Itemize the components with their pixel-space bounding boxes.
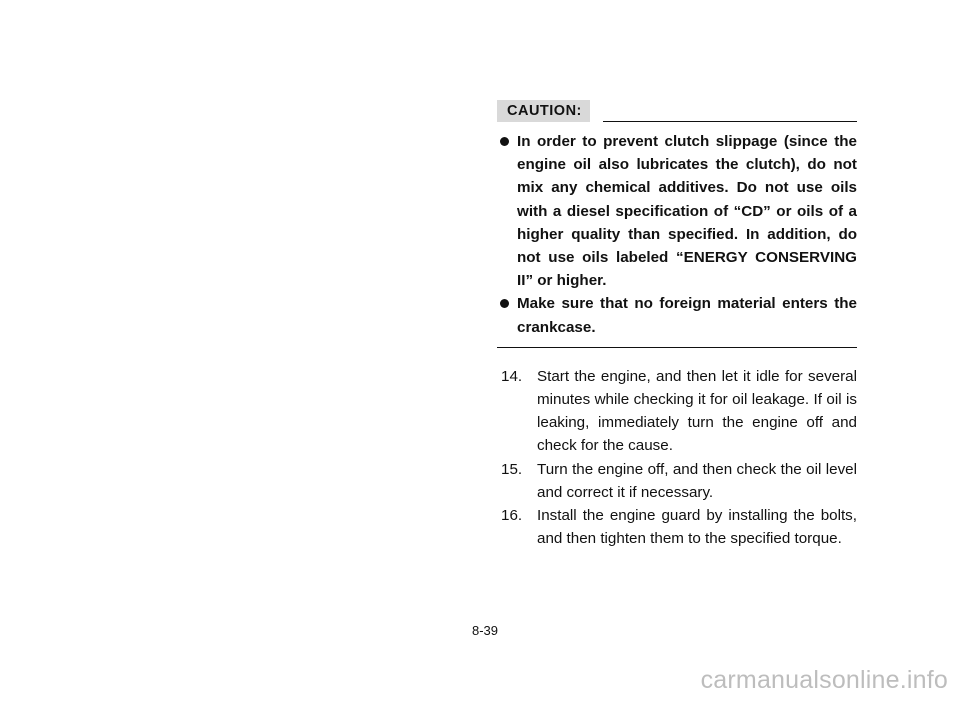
caution-bullet-text: Make sure that no foreign material enters the crankcase.: [517, 295, 857, 336]
bullet-dot-icon: [500, 299, 509, 308]
step-text: Start the engine, and then let it idle for several minutes while checking it for oil leakage. If oil is leaking, immediately turn the engine off and check for the cause.: [537, 367, 857, 455]
step-number: 14.: [501, 367, 523, 385]
caution-label: CAUTION:: [497, 100, 590, 122]
bullet-dot-icon: [500, 137, 509, 146]
step-number: 16.: [501, 507, 523, 525]
step-text: Turn the engine off, and then check the oil level and correct it if necessary.: [537, 460, 857, 501]
caution-bullet-text: In order to prevent clutch slippage (since the engine oil also lubricates the clutch), do not mix any chemical additives. Do not use oils with a diesel specification of “CD” or oils of a higher quality than specified. In addition, do not use oils labeled “ENERGY CONSERVING II” or higher.: [517, 133, 857, 290]
step-item: [497, 365, 857, 458]
step-item: [497, 458, 857, 504]
caution-top-rule: [603, 121, 857, 122]
page-number: 8-39: [471, 623, 499, 638]
watermark: carmanualsonline.info: [700, 666, 948, 694]
step-list: [497, 365, 857, 551]
step-item: [497, 504, 857, 550]
caution-header: [497, 96, 857, 126]
content-column: [497, 96, 857, 550]
caution-bullet: [497, 130, 857, 292]
caution-box: [497, 130, 857, 348]
step-text: Install the engine guard by installing the bolts, and then tighten them to the specified torque.: [537, 507, 857, 548]
caution-bullet: [497, 292, 857, 338]
step-number: 15.: [501, 460, 523, 478]
